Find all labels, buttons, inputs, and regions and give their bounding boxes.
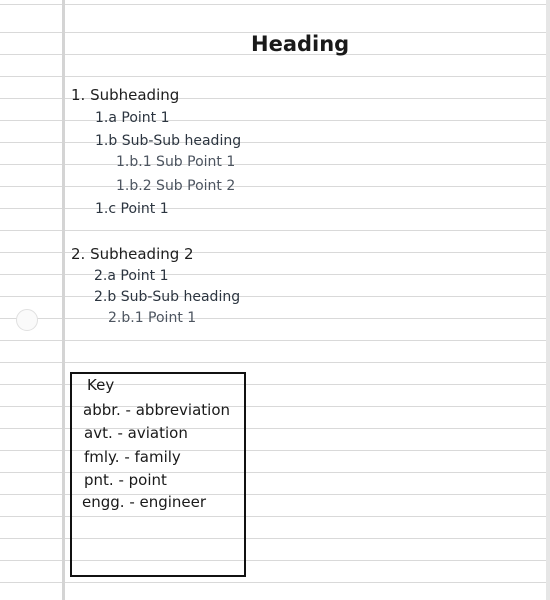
- sub-sub-heading-1b: 1.b Sub-Sub heading: [95, 133, 242, 149]
- sub-sub-heading-2b: 2.b Sub-Sub heading: [94, 289, 241, 305]
- point-2a: 2.a Point 1: [94, 268, 169, 284]
- key-title: Key: [87, 376, 115, 394]
- margin-line: [62, 0, 65, 600]
- subheading-1: 1. Subheading: [71, 86, 180, 104]
- key-item: fmly. - family: [84, 448, 181, 466]
- page-edge: [546, 0, 550, 600]
- punch-hole: [16, 309, 38, 331]
- key-item: engg. - engineer: [82, 493, 207, 511]
- sub-point-1b2: 1.b.2 Sub Point 2: [116, 178, 236, 194]
- page-heading: Heading: [251, 32, 350, 56]
- key-item: avt. - aviation: [84, 424, 188, 442]
- sub-point-1b1: 1.b.1 Sub Point 1: [116, 154, 236, 170]
- point-1c: 1.c Point 1: [95, 201, 169, 217]
- key-item: abbr. - abbreviation: [83, 401, 231, 419]
- point-2b1: 2.b.1 Point 1: [108, 310, 197, 326]
- key-item: pnt. - point: [84, 471, 167, 489]
- subheading-2: 2. Subheading 2: [71, 245, 194, 263]
- point-1a: 1.a Point 1: [95, 110, 170, 126]
